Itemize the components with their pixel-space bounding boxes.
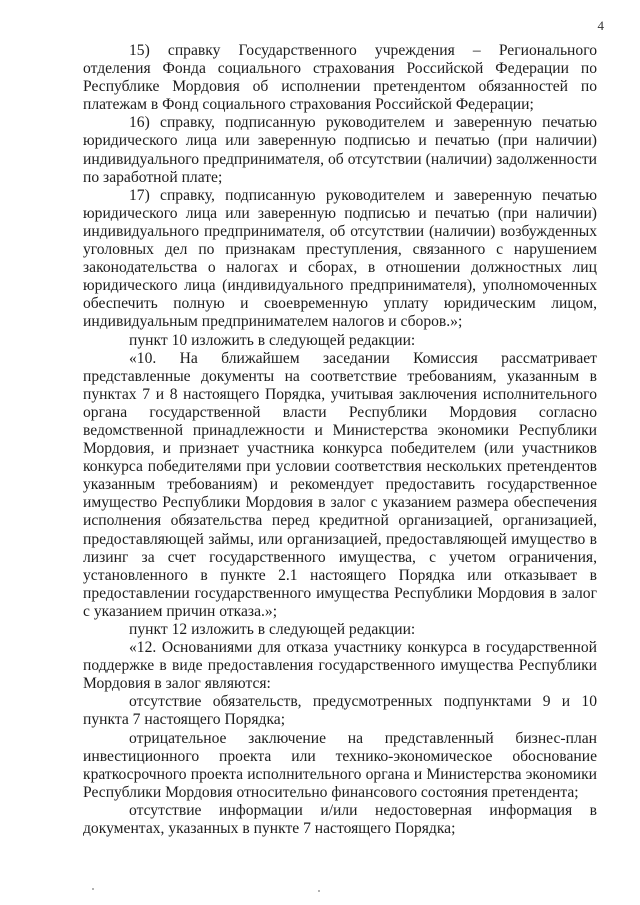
document-body [83,42,597,838]
paragraph-item-16: 16) справку, подписанную руководителем и заверенную печатью юридического лица или заверенную подписью и печатью (при наличии) индивидуального предпринимателя, об отсутствии (наличии) задолженности по заработной плате; [83,114,597,186]
paragraph-refusal-reason-2: отрицательное заключение на представленный бизнес-план инвестиционного проекта или технико-экономическое обоснование краткосрочного проекта исполнительного органа и Министерства экономики Республики Мордовия относительно финансового состояния претендента; [83,729,597,801]
scan-speck [318,890,320,892]
paragraph-point-10-text: «10. На ближайшем заседании Комиссия рассматривает представленные документы на соответствие требованиям, указанным в пунктах 7 и 8 настоящего Порядка, учитывая заключения исполнительного органа государственной власти Республики Мордовия согласно ведомственной принадлежности и Министерства экономики Республики Мордовия, и признает участника конкурса победителем (или участников конкурса победителями при условии соответствия нескольких претендентов указанным требованиям) и рекомендует предоставить государственное имущество Республики Мордовия в залог с указанием размера обеспечения исполнения обязательства перед кредитной организацией, организацией, предоставляющей займы, или организацией, предоставляющей имущество в лизинг за счет государственного имущества, с учетом ограничения, установленного в пункте 2.1 настоящего Порядка или отказывает в предоставлении государственного имущества Республики Мордовия в залог с указанием причин отказа.»; [83,349,597,620]
paragraph-item-17: 17) справку, подписанную руководителем и заверенную печатью юридического лица или заверенную подписью и печатью (при наличии) индивидуального предпринимателя, об отсутствии (наличии) возбужденных уголовных дел по признакам преступления, связанного с нарушением законодательства о налогах и сборах, в отношении должностных лиц юридического лица (индивидуального предпринимателя), уполномоченных обеспечить полную и своевременную уплату юридическим лицом, индивидуальным предпринимателем налогов и сборов.»; [83,186,597,331]
paragraph-point-12-text: «12. Основаниями для отказа участнику конкурса в государственной поддержке в виде предоставления государственного имущества Республики Мордовия в залог являются: [83,639,597,693]
scan-speck [92,888,94,890]
paragraph-refusal-reason-1: отсутствие обязательств, предусмотренных подпунктами 9 и 10 пункта 7 настоящего Порядка; [83,693,597,729]
paragraph-amend-point-10: пункт 10 изложить в следующей редакции: [129,331,416,349]
page-number: 4 [597,18,604,33]
paragraph-refusal-reason-3: отсутствие информации и/или недостоверная информация в документах, указанных в пункте 7 настоящего Порядка; [83,801,597,838]
paragraph-item-15: 15) справку Государственного учреждения – Регионального отделения Фонда социального страхования Российской Федерации по Республике Мордовия об исполнении претендентом обязанностей по платежам в Фонд социального страхования Российской Федерации; [83,42,597,114]
paragraph-amend-point-12: пункт 12 изложить в следующей редакции: [129,621,416,638]
